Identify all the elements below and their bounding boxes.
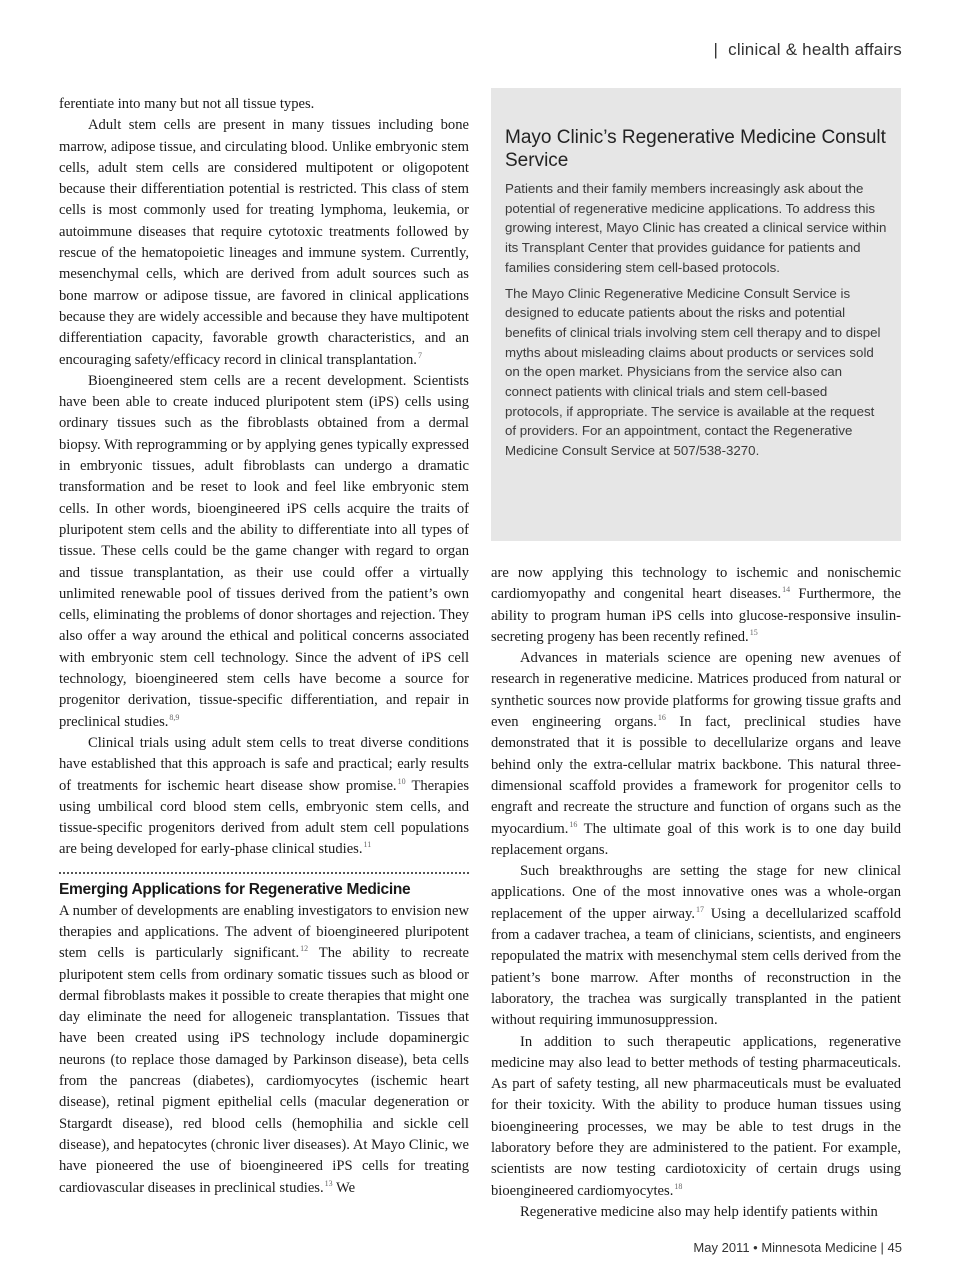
paragraph: A number of developments are enabling investigators to envision new therapies and applications. The advent of bioengineered pluripotent stem cells is particularly significant.$^{12}$ The ability to recreate pluripotent stem cells from ordinary somatic tissues such as blood or dermal fibroblasts makes it possible to create therapies that might one day eliminate the need for allogeneic transplantation. Tissues that have been created using iPS technology include dopaminergic neurons (to replace those damaged by Parkinson disease), beta cells from the pancreas (diabetes), cardiomyocytes (ischemic heart disease), retinal pigment epithelial cells (macular degeneration or Stargardt disease), red blood cells (hemophilia and sickle cell disease), and hepatocytes (chronic liver diseases). At Mayo Clinic, we have pioneered the use of bioengineered iPS cells for treating cardiovascular diseases in preclinical studies.$^{13}$ We [59,902,469,1196]
paragraph: Regenerative medicine also may help identify patients within [520,1203,878,1220]
section-heading: Emerging Applications for Regenerative Medicine [59,880,411,898]
sidebar-title: Mayo Clinic’s Regenerative Medicine Consult Service [505,127,886,171]
left-column [59,94,469,1199]
header-section-label: clinical & health affairs [728,40,902,59]
running-header [714,40,902,60]
citation-ref: 10 [397,776,406,786]
sidebar-box [491,88,901,541]
paragraph: are now applying this technology to ischemic and nonischemic cardiomyopathy and congenital heart diseases.$^{14}$ Furthermore, the ability to program human iPS cells into glucose-responsive insulin-secreting progeny has been recently refined.$^{15}$ [491,565,901,645]
section-emerging-applications [59,872,469,1199]
paragraph: Such breakthroughs are setting the stage for new clinical applications. One of the most innovative ones was a whole-organ replacement of the upper airway.$^{17}$ Using a decellularized scaffold from a cadaver trachea, a team of clinicians, scientists, and engineers repopulated the matrix with mesenchymal stem cells derived from the patient’s bone marrow. After months of reconstruction in the laboratory, the trachea was surgically transplanted in the patient without requiring immunosuppression. [491,863,901,1029]
paragraph: Bioengineered stem cells are a recent development. Scientists have been able to create induced pluripotent stem (iPS) cells using ordinary tissues such as the fibroblasts obtained from a dermal biopsy. With reprogramming or by applying genes typically expressed in embryonic tissues, adult fibroblasts can undergo a dramatic transformation and be reset to look and feel like embryonic stem cells. In other words, bioengineered iPS cells acquire the traits of pluripotent stem cells and the ability to differentiate into all types of tissue. These cells could be the game changer with regard to organ and tissue transplantation, as their use could offer a virtually unlimited renewable pool of tissues derived from the patient’s own cells, eliminating the problems of donor shortages and rejection. They also offer a way around the ethical and political concerns associated with embryonic stem cell technology. Since the advent of iPS cell technology, bioengineered stem cells have become a source for progenitor derivation, tissue-specific differentiation, and repair in preclinical studies.$^{8,9}$ [59,372,469,730]
paragraph: Clinical trials using adult stem cells to treat diverse conditions have established that this approach is safe and practical; early results of treatments for ischemic heart disease show promise.$^{10}$ Therapies using umbilical cord blood stem cells, embryonic stem cells, and tissue-specific progenitors derived from adult stem cell populations are being developed for early-phase clinical studies.$^{11}$ [59,734,470,858]
header-divider: | [713,40,719,59]
citation-ref: 13 [324,1178,333,1188]
citation-ref: 8,9 [169,712,180,722]
page-footer: May 2011 • Minnesota Medicine | 45 [693,1240,902,1255]
sidebar-paragraph: The Mayo Clinic Regenerative Medicine Consult Service is designed to educate patients about the risks and potential benefits of clinical trials involving stem cell therapy and to dispel myths about misleading claims about products or services sold on the open market. Physicians from the service also can connect patients with clinical trials and stem cell-based protocols, if appropriate. The service is available at the request of providers. For an appointment, contact the Regenerative Medicine Consult Service at 507/538-3270. [505,285,881,459]
citation-ref: 12 [300,944,309,954]
right-column [491,563,901,1223]
sidebar-paragraph: Patients and their family members increasingly ask about the potential of regenerative medicine applications. To address this growing interest, Mayo Clinic has created a clinical service within its Transplant Center that provides guidance for patients and families considering stem cell-based protocols. [505,181,887,275]
citation-ref: 16 [657,713,666,723]
citation-ref: 11 [363,840,372,850]
paragraph: Adult stem cells are present in many tissues including bone marrow, adipose tissue, and circulating blood. Unlike embryonic stem cells, adult stem cells are considered multipotent or oligopotent because their differentiation potential is restricted. This class of stem cells is most commonly used for treating lymphoma, leukemia, or autoimmune diseases that require cytotoxic treatments followed by rescue of the hematopoietic lineages and immune system. Currently, mesenchymal cells, which are derived from adult sources such as bone marrow or adipose tissue, are favored in clinical applications because they are widely accessible and because they have multipotent differentiation capacity, favorable growth characteristics, and an encouraging safety/efficacy record in clinical transplantation.$^7$ [59,117,469,368]
citation-ref: 15 [749,627,758,637]
paragraph: ferentiate into many but not all tissue types. [59,96,315,112]
paragraph: Advances in materials science are opening new avenues of research in regenerative medicine. Matrices produced from natural or synthetic sources now provide platforms for growing tissue grafts and even engineering organs.$^{16}$ In fact, preclinical studies have demonstrated that it is possible to decellularize organs and leave behind only the extra-cellular matrix backbone. This natural three-dimensional scaffold provides a framework for progenitor cells to engraft and recreate the structure and function of organs such as the myocardium.$^{16}$ The ultimate goal of this work is to one day build replacement organs. [491,650,901,858]
citation-ref: 16 [569,819,578,829]
paragraph: In addition to such therapeutic applications, regenerative medicine may also lead to better methods of testing pharmaceuticals. As part of safety testing, all new pharmaceuticals must be evaluated for their toxicity. With the ability to produce human tissues using bioengineering processes, we may be able to test drugs in the laboratory before they are administered to the patient. For example, scientists are now testing cardiotoxicity of certain drugs using bioengineered cardiomyocytes.$^{18}$ [491,1033,901,1199]
citation-ref: 14 [782,585,791,595]
citation-ref: 7 [417,350,422,360]
citation-ref: 17 [696,904,704,914]
citation-ref: 18 [674,1181,683,1191]
